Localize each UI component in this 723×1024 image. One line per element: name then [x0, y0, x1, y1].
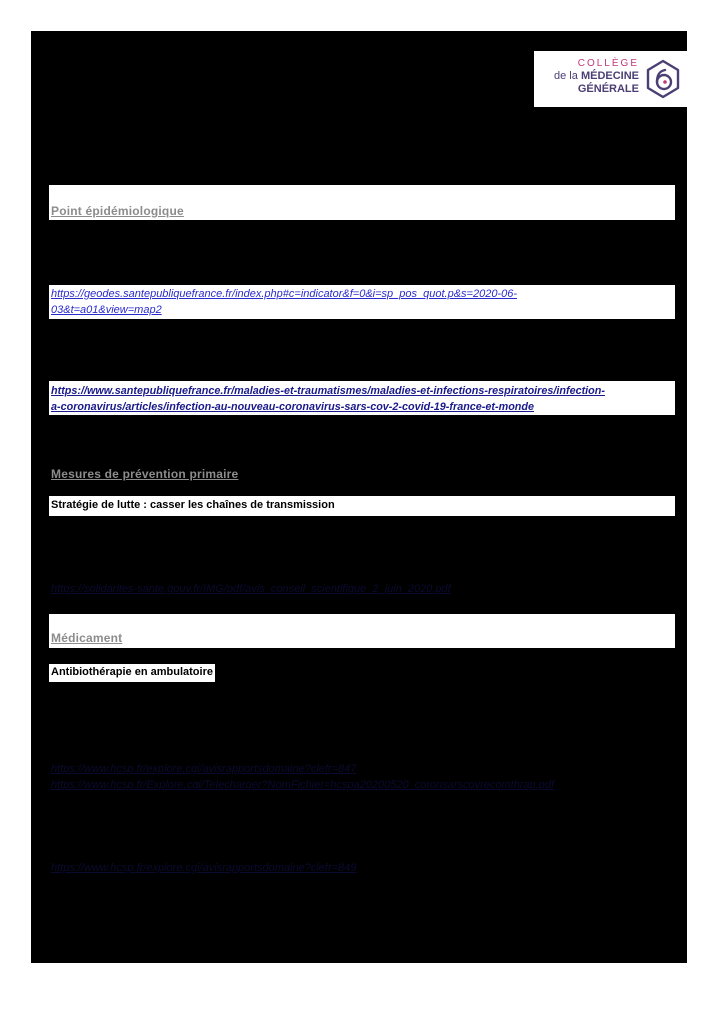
- geodes-link[interactable]: [51, 286, 671, 318]
- santepublique-link-line1[interactable]: https://www.santepubliquefrance.fr/maladies-et-traumatismes/maladies-et-infections-respiratoires/infection-: [51, 385, 605, 397]
- hcsp-telecharger-link[interactable]: https://www.hcsp.fr/Explore.cgi/Telecharger?NomFichier=hcspa20200520_coronsarscovrecomthrap.pdf: [51, 779, 555, 791]
- logo-line-medecine: [554, 70, 639, 83]
- prevention-subheading-band: [49, 496, 675, 516]
- avis-conseil-link[interactable]: https://solidarites-sante.gouv.fr/IMG/pdf/avis_conseil_scientifique_2_juin_2020.pdf: [51, 583, 451, 595]
- santepublique-link[interactable]: [51, 383, 677, 415]
- santepublique-link-line2[interactable]: a-coronavirus/articles/infection-au-nouveau-coronavirus-sars-cov-2-covid-19-france-et-monde: [51, 401, 534, 413]
- hcsp-link-849[interactable]: https://www.hcsp.fr/explore.cgi/avisrapportsdomaine?clefr=849: [51, 862, 357, 874]
- epidemio-heading: Point épidémiologique: [51, 204, 184, 218]
- medicament-heading: Médicament: [51, 631, 123, 645]
- prevention-subheading: Stratégie de lutte : casser les chaînes de transmission: [51, 499, 335, 511]
- document-page: [31, 31, 687, 963]
- logo-medecine: MÉDECINE: [580, 70, 639, 82]
- logo-line-college: COLLÈGE: [577, 58, 639, 69]
- logo-text: [554, 57, 639, 96]
- medicament-heading-band: [49, 614, 675, 648]
- college-logo: [534, 51, 687, 107]
- geodes-link-line1[interactable]: https://geodes.santepubliquefrance.fr/index.php#c=indicator&f=0&i=sp_pos_quot.p&s=2020-06-: [51, 288, 517, 300]
- medicament-subheading: Antibiothérapie en ambulatoire: [51, 666, 213, 678]
- prevention-heading: Mesures de prévention primaire: [51, 467, 239, 481]
- logo-prefix: de la: [554, 70, 578, 82]
- hcsp-link-847[interactable]: https://www.hcsp.fr/explore.cgi/avisrapportsdomaine?clefr=847: [51, 763, 357, 775]
- logo-line-generale: GÉNÉRALE: [577, 83, 639, 95]
- epidemio-heading-band: [49, 185, 675, 220]
- medicament-subheading-band: [49, 664, 215, 682]
- logo-hexagon-icon: [645, 59, 681, 99]
- geodes-link-line2[interactable]: 03&t=a01&view=map2: [51, 304, 162, 316]
